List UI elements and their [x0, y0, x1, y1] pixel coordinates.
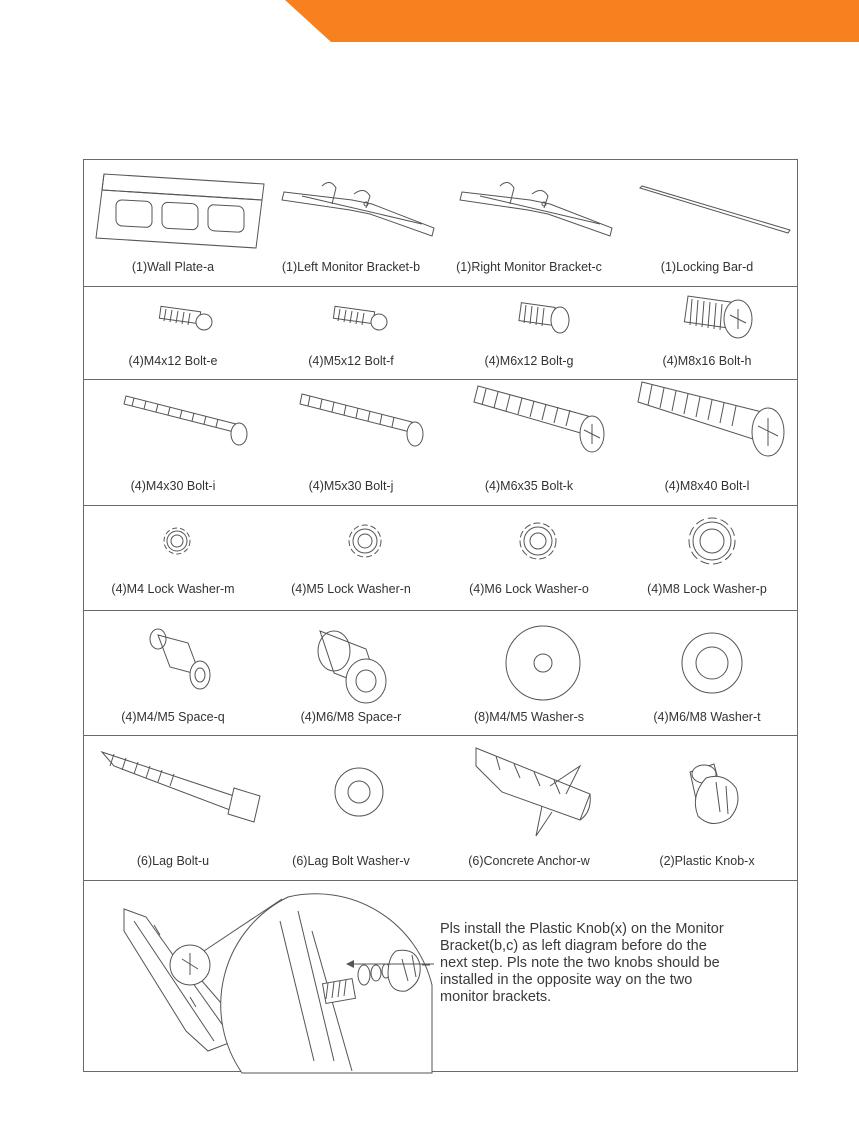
instruction-line: Bracket(b,c) as left diagram before do the	[440, 938, 707, 954]
part-label: (4)M5x12 Bolt-f	[308, 354, 394, 368]
parts-cell	[262, 611, 440, 735]
part-label: (2)Plastic Knob-x	[659, 854, 755, 868]
lock-washer-icon	[262, 506, 440, 586]
lock-washer-icon	[84, 506, 262, 586]
parts-cell	[84, 611, 262, 735]
parts-row	[84, 506, 797, 611]
part-label: (4)M6x35 Bolt-k	[484, 479, 574, 493]
part-label: (4)M4 Lock Washer-m	[111, 582, 235, 596]
parts-cell	[84, 160, 262, 286]
long-bolt-icon	[262, 380, 440, 480]
part-label: (4)M8x16 Bolt-h	[662, 354, 752, 368]
part-label: (1)Wall Plate-a	[131, 260, 215, 274]
instruction-row	[84, 881, 797, 1073]
parts-cell	[84, 736, 262, 880]
parts-row	[84, 160, 797, 287]
part-label: (4)M4x12 Bolt-e	[128, 354, 218, 368]
parts-cell	[262, 506, 440, 610]
long-bolt-icon	[440, 380, 618, 480]
short-bolt-icon	[262, 287, 440, 357]
part-label: (4)M4x30 Bolt-i	[130, 479, 216, 493]
part-label: (4)M6 Lock Washer-o	[469, 582, 589, 596]
part-label: (6)Concrete Anchor-w	[468, 854, 590, 868]
parts-cell	[618, 160, 796, 286]
part-label: (1)Right Monitor Bracket-c	[456, 260, 602, 274]
parts-cell	[618, 287, 796, 379]
part-label: (4)M6x12 Bolt-g	[484, 354, 574, 368]
parts-cell	[440, 287, 618, 379]
parts-cell	[84, 506, 262, 610]
washer-icon	[618, 611, 796, 711]
lock-washer-icon	[618, 506, 796, 586]
parts-cell	[262, 287, 440, 379]
arrow-icon	[346, 959, 436, 969]
parts-list-table	[83, 159, 798, 1072]
parts-cell	[262, 380, 440, 505]
parts-cell	[262, 736, 440, 880]
parts-row	[84, 287, 797, 380]
parts-cell	[262, 160, 440, 286]
parts-cell	[618, 380, 796, 505]
part-label: (8)M4/M5 Washer-s	[474, 710, 584, 724]
parts-cell	[84, 287, 262, 379]
instruction-line: installed in the opposite way on the two	[440, 972, 693, 988]
parts-cell	[440, 506, 618, 610]
short-bolt-icon	[618, 287, 796, 357]
bracket-icon	[440, 160, 618, 260]
short-bolt-icon	[84, 287, 262, 357]
parts-row	[84, 611, 797, 736]
parts-cell	[618, 736, 796, 880]
lag-bolt-icon	[84, 736, 262, 856]
part-label: (4)M5 Lock Washer-n	[291, 582, 411, 596]
instruction-line: Pls install the Plastic Knob(x) on the Monitor	[440, 921, 724, 937]
parts-cell	[84, 380, 262, 505]
part-label: (4)M8 Lock Washer-p	[647, 582, 767, 596]
part-label: (4)M6/M8 Washer-t	[653, 710, 761, 724]
lock-washer-icon	[440, 506, 618, 586]
short-bolt-icon	[440, 287, 618, 357]
part-label: (4)M8x40 Bolt-l	[664, 479, 750, 493]
part-label: (6)Lag Bolt Washer-v	[292, 854, 410, 868]
part-label: (4)M5x30 Bolt-j	[308, 479, 394, 493]
wall-plate-icon	[84, 160, 262, 260]
concrete-anchor-icon	[440, 736, 618, 856]
spacer-icon	[262, 611, 440, 711]
parts-cell	[618, 611, 796, 735]
parts-cell	[440, 736, 618, 880]
parts-cell	[440, 611, 618, 735]
knob-installation-diagram	[84, 881, 424, 1073]
part-label: (4)M6/M8 Space-r	[300, 710, 402, 724]
bracket-icon	[262, 160, 440, 260]
parts-cell	[618, 506, 796, 610]
parts-row	[84, 380, 797, 506]
washer-icon	[440, 611, 618, 711]
part-label: (1)Left Monitor Bracket-b	[281, 260, 421, 274]
locking-bar-icon	[618, 160, 796, 260]
spacer-icon	[84, 611, 262, 711]
part-label: (1)Locking Bar-d	[660, 260, 754, 274]
instruction-text	[440, 921, 770, 1006]
part-label: (6)Lag Bolt-u	[136, 854, 210, 868]
instruction-line: monitor brackets.	[440, 989, 552, 1005]
long-bolt-icon	[84, 380, 262, 480]
parts-row	[84, 736, 797, 881]
plastic-knob-icon	[618, 736, 796, 856]
long-bolt-icon	[618, 380, 796, 480]
part-label: (4)M4/M5 Space-q	[121, 710, 225, 724]
header-accent-tab	[285, 0, 859, 42]
washer-icon	[262, 736, 440, 856]
instruction-line: next step. Pls note the two knobs should be	[440, 955, 720, 971]
parts-cell	[440, 160, 618, 286]
parts-cell	[440, 380, 618, 505]
